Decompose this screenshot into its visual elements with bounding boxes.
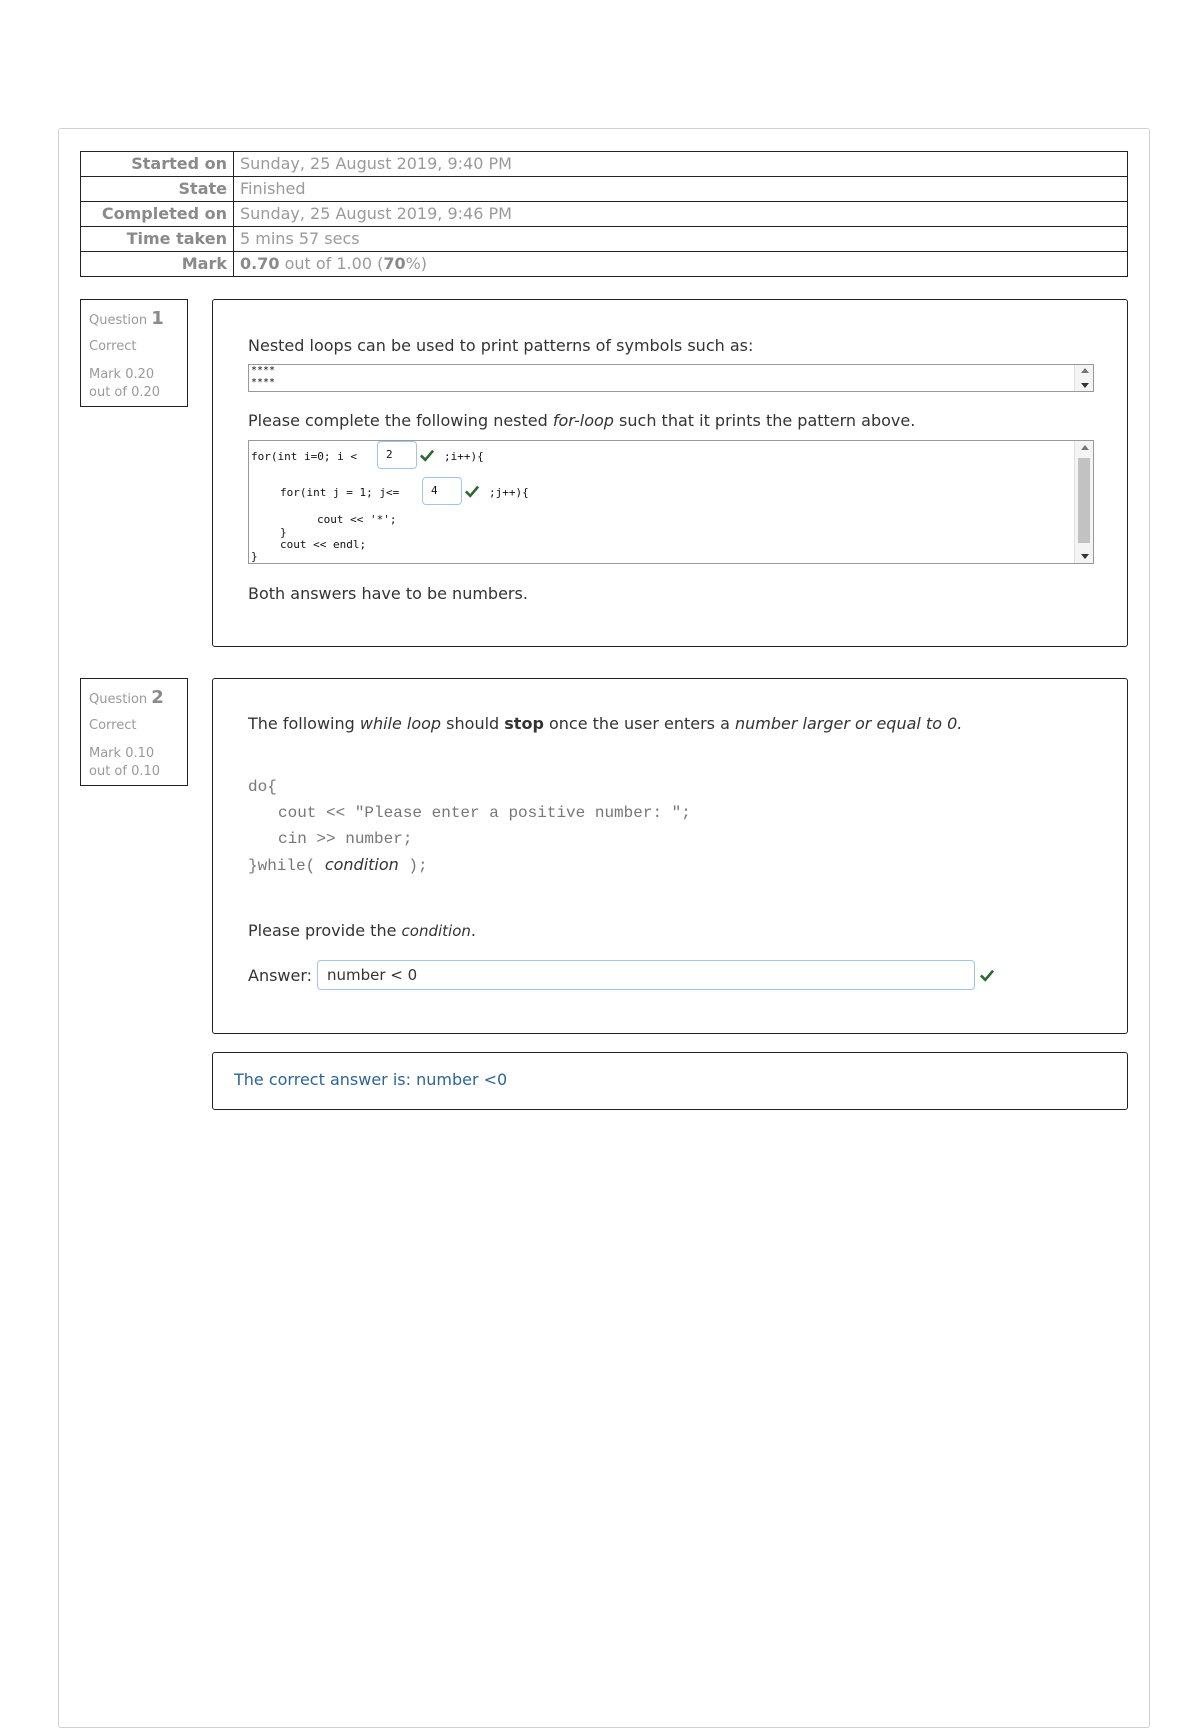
q2-intro-bold: stop [504, 714, 544, 733]
pattern-textarea[interactable] [248, 364, 1094, 392]
question-number: 2 [151, 687, 164, 708]
scroll-down-icon[interactable] [1081, 383, 1089, 388]
correct-check-icon [980, 968, 994, 982]
question-1-content [212, 299, 1128, 647]
q2-intro-em1: while loop [359, 714, 442, 733]
q2-prompt-before: Please provide the [248, 921, 402, 940]
code-line-3: cout << '*'; [317, 513, 397, 526]
question-mark: Mark 0.10 out of 0.10 [89, 746, 161, 779]
question-mark: Mark 0.20 out of 0.20 [89, 367, 161, 400]
code-line-2-before: for(int j = 1; j<= [280, 486, 406, 499]
mark-mid: out of 1.00 ( [279, 254, 384, 273]
pattern-scrollbar[interactable] [1074, 365, 1093, 391]
q2-intro-1: The following [248, 714, 360, 733]
q1-prompt-after: such that it prints the pattern above. [613, 411, 916, 430]
answer-label: Answer: [248, 966, 313, 985]
inner-loop-answer-input[interactable]: 4 [422, 477, 462, 505]
question-1-info [80, 299, 188, 407]
correct-check-icon [420, 448, 434, 462]
summary-value: Finished [234, 177, 1128, 202]
q2-intro-3: once the user enters a [543, 714, 735, 733]
q1-prompt [248, 411, 915, 430]
q2-intro-em2: number larger or equal to 0. [734, 714, 963, 733]
q1-prompt-before: Please complete the following nested [248, 411, 553, 430]
summary-value: Sunday, 25 August 2019, 9:46 PM [234, 202, 1128, 227]
question-state: Correct [89, 718, 137, 733]
q2-code-line-1: do{ [248, 778, 277, 796]
q2-code-condition: condition [324, 855, 399, 874]
q1-prompt-em: for-loop [552, 411, 614, 430]
mark-score: 0.70 [240, 254, 280, 273]
scroll-up-icon[interactable] [1081, 445, 1089, 450]
code-line-1-before: for(int i=0; i < [251, 450, 364, 463]
question-state: Correct [89, 339, 137, 354]
code-line-2-after: ;j++){ [489, 486, 529, 499]
q2-intro [248, 714, 962, 733]
code-scrollbar[interactable] [1074, 441, 1093, 563]
outer-loop-answer-input[interactable]: 2 [377, 441, 417, 469]
q2-code-line-4 [248, 852, 428, 879]
code-line-6: } [251, 550, 258, 563]
scroll-up-icon[interactable] [1081, 368, 1089, 373]
mark-end: %) [405, 254, 428, 273]
pattern-line: **** [251, 377, 276, 388]
summary-row-state [81, 177, 1128, 202]
summary-row-completed [81, 202, 1128, 227]
for-loop-code-area [248, 440, 1094, 564]
summary-value: 5 mins 57 secs [234, 227, 1128, 252]
q1-intro: Nested loops can be used to print patterns of symbols such as: [248, 336, 754, 355]
summary-row-mark [81, 252, 1128, 277]
q1-footer: Both answers have to be numbers. [248, 584, 528, 603]
attempt-summary-table [80, 151, 1128, 277]
q2-prompt-after: . [470, 921, 476, 940]
q2-intro-2: should [441, 714, 505, 733]
question-number: 1 [151, 308, 164, 329]
code-line-4: } [280, 526, 287, 539]
scroll-thumb[interactable] [1078, 458, 1090, 543]
summary-value: Sunday, 25 August 2019, 9:40 PM [234, 152, 1128, 177]
q2-code-line-3: cin >> number; [278, 830, 413, 848]
scroll-down-icon[interactable] [1081, 554, 1089, 559]
q2-prompt [248, 921, 476, 940]
summary-label: Completed on [81, 202, 234, 227]
summary-label: Mark [81, 252, 234, 277]
summary-mark-value [234, 252, 1128, 277]
code-line-5: cout << endl; [280, 538, 367, 551]
summary-label: Started on [81, 152, 234, 177]
q2-prompt-em: condition [401, 922, 471, 940]
question-2-content [212, 678, 1128, 1034]
question-word: Question [89, 692, 148, 707]
summary-row-time-taken [81, 227, 1128, 252]
summary-label: State [81, 177, 234, 202]
q2-code-line-2: cout << "Please enter a positive number: "; [278, 804, 691, 822]
question-2-info [80, 678, 188, 786]
summary-label: Time taken [81, 227, 234, 252]
question-word: Question [89, 313, 148, 328]
summary-row-started [81, 152, 1128, 177]
mark-percent: 70 [383, 254, 406, 273]
pattern-line: **** [251, 365, 276, 376]
q2-code-close: ); [398, 857, 428, 875]
correct-answer-feedback: The correct answer is: number <0 [212, 1052, 1128, 1110]
code-line-1-after: ;i++){ [444, 450, 484, 463]
correct-check-icon [465, 484, 479, 498]
q2-code-while: }while( [248, 857, 325, 875]
answer-input[interactable]: number < 0 [317, 960, 975, 990]
